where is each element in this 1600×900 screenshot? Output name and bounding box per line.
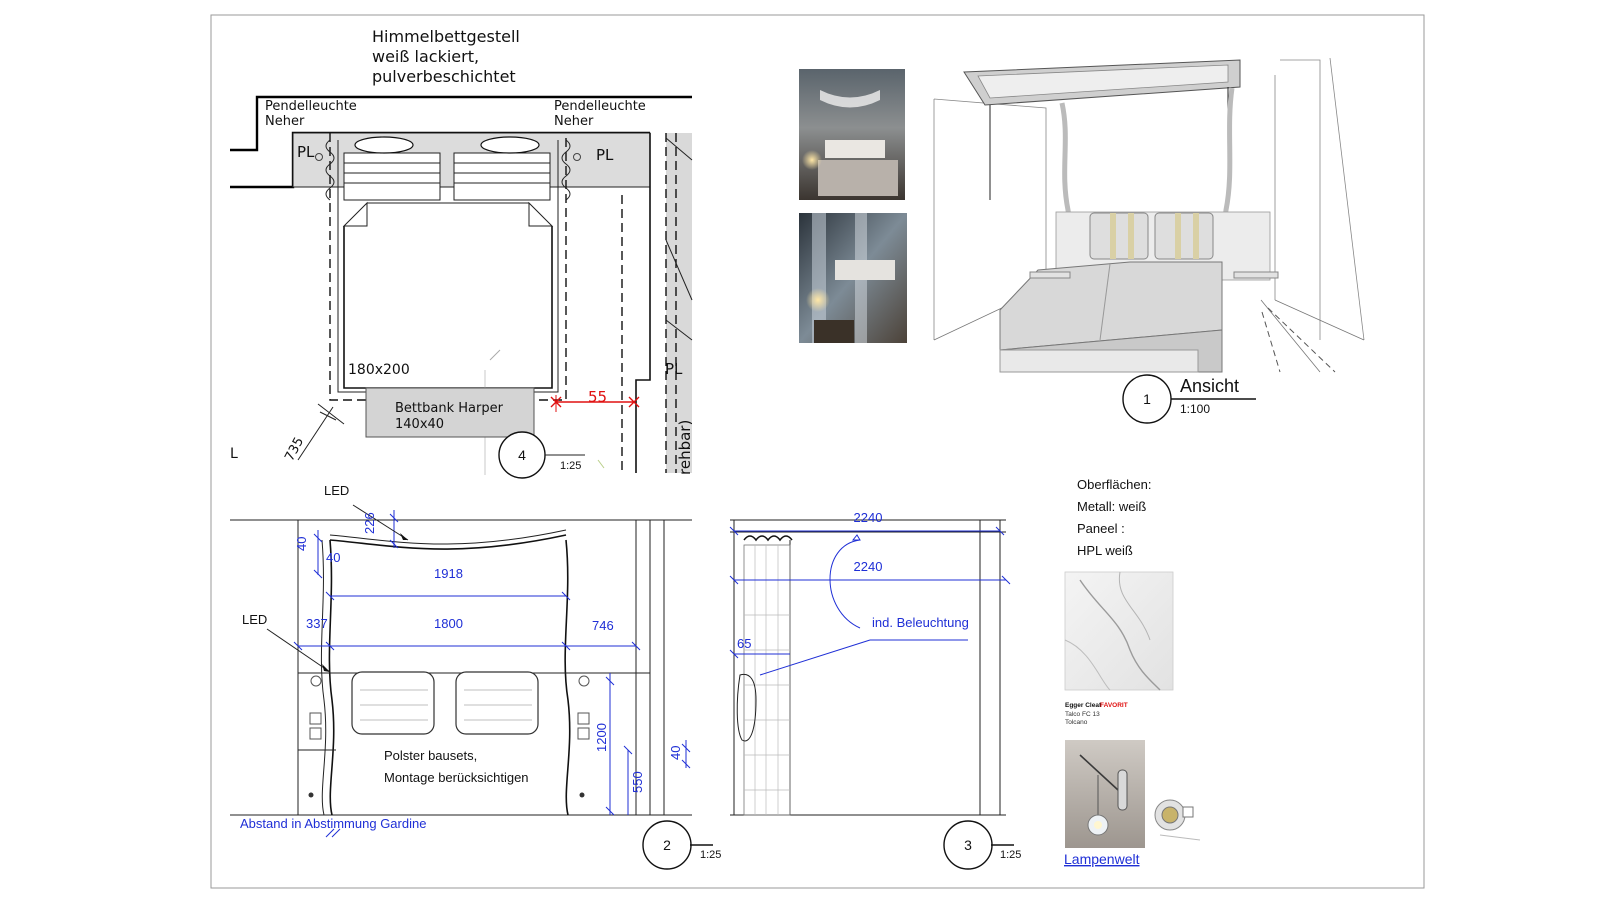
dim-337: 337 — [306, 616, 328, 631]
label-l: L — [230, 446, 238, 462]
note-indirect-lighting: ind. Beleuchtung — [872, 615, 969, 630]
lamp-left-label-2: Neher — [265, 114, 305, 129]
note-line-2: Montage berücksichtigen — [384, 770, 529, 785]
plan-scale: 1:25 — [560, 460, 582, 472]
note-line-1: Polster bausets, — [384, 748, 478, 763]
pl-left-label: PL — [297, 143, 315, 161]
lamp-right-label-2: Neher — [554, 114, 594, 129]
lamp-left-label-1: Pendelleuchte — [265, 99, 357, 114]
plan-title-line-2: weiß lackiert, — [372, 47, 480, 66]
lampenwelt-link[interactable] — [1064, 851, 1140, 867]
swatch-line-1: Talco FC 13 — [1065, 711, 1100, 718]
lamp-product-image — [1065, 740, 1145, 848]
dim-2240-top: 2240 — [853, 510, 883, 525]
elevation2-view-number: 2 — [663, 837, 671, 853]
elevation3-scale: 1:25 — [1000, 849, 1022, 861]
elevation2-scale: 1:25 — [700, 849, 722, 861]
pl-side-label: PL — [665, 360, 683, 378]
lamp-detail-image — [1155, 800, 1200, 840]
plan-view-number: 4 — [518, 447, 526, 463]
dim-40-left: 40 — [294, 536, 309, 551]
bench-label-2: 140x40 — [395, 417, 445, 432]
dim-746: 746 — [592, 618, 614, 633]
note-blue-gardine: Abstand in Abstimmung Gardine — [240, 816, 427, 831]
marble-swatch — [1065, 572, 1173, 690]
dim-2240-second: 2240 — [853, 559, 883, 574]
dim-1918: 1918 — [434, 566, 463, 581]
perspective-scale: 1:100 — [1180, 402, 1211, 416]
swatch-brand: Egger Cleaf — [1065, 702, 1102, 709]
materials-line-1: Metall: weiß — [1077, 499, 1147, 514]
front-elevation-view — [230, 505, 713, 869]
materials-line-3: HPL weiß — [1077, 543, 1133, 558]
swatch-brand-red: FAVORIT — [1100, 702, 1128, 709]
dim-40-inner: 40 — [326, 550, 341, 565]
lampenwelt-link-text[interactable]: Lampenwelt — [1064, 851, 1140, 867]
lamp-right-label-1: Pendelleuchte — [554, 99, 646, 114]
pl-right-label: PL — [596, 146, 614, 164]
dim-65: 65 — [737, 636, 752, 651]
materials-line-2: Paneel : — [1077, 521, 1125, 536]
dim-diagonal: 735 — [282, 434, 308, 464]
reference-photo-top — [799, 69, 905, 200]
bed-size-label: 180x200 — [348, 362, 410, 378]
plan-title-line-1: Himmelbettgestell — [372, 27, 520, 46]
perspective-view-number: 1 — [1143, 391, 1151, 407]
plan-side-text: rehbar) — [676, 419, 694, 475]
perspective-title: Ansicht — [1180, 376, 1240, 396]
led-left-label: LED — [242, 612, 268, 627]
reference-photo-bottom — [799, 213, 907, 343]
dim-1800: 1800 — [434, 616, 463, 631]
swatch-line-2: Tolcano — [1065, 719, 1088, 726]
dim-40-right: 40 — [668, 745, 683, 760]
dim-550: 550 — [630, 771, 645, 793]
dim-red: 55 — [588, 388, 608, 406]
dim-226: 226 — [362, 512, 377, 534]
elevation3-view-number: 3 — [964, 837, 972, 853]
bench-label-1: Bettbank Harper — [395, 401, 503, 416]
dim-1200: 1200 — [594, 723, 609, 752]
materials-heading: Oberflächen: — [1077, 477, 1152, 492]
perspective-view — [934, 58, 1364, 372]
led-top-label: LED — [324, 483, 350, 498]
plan-title-line-3: pulverbeschichtet — [372, 67, 516, 86]
